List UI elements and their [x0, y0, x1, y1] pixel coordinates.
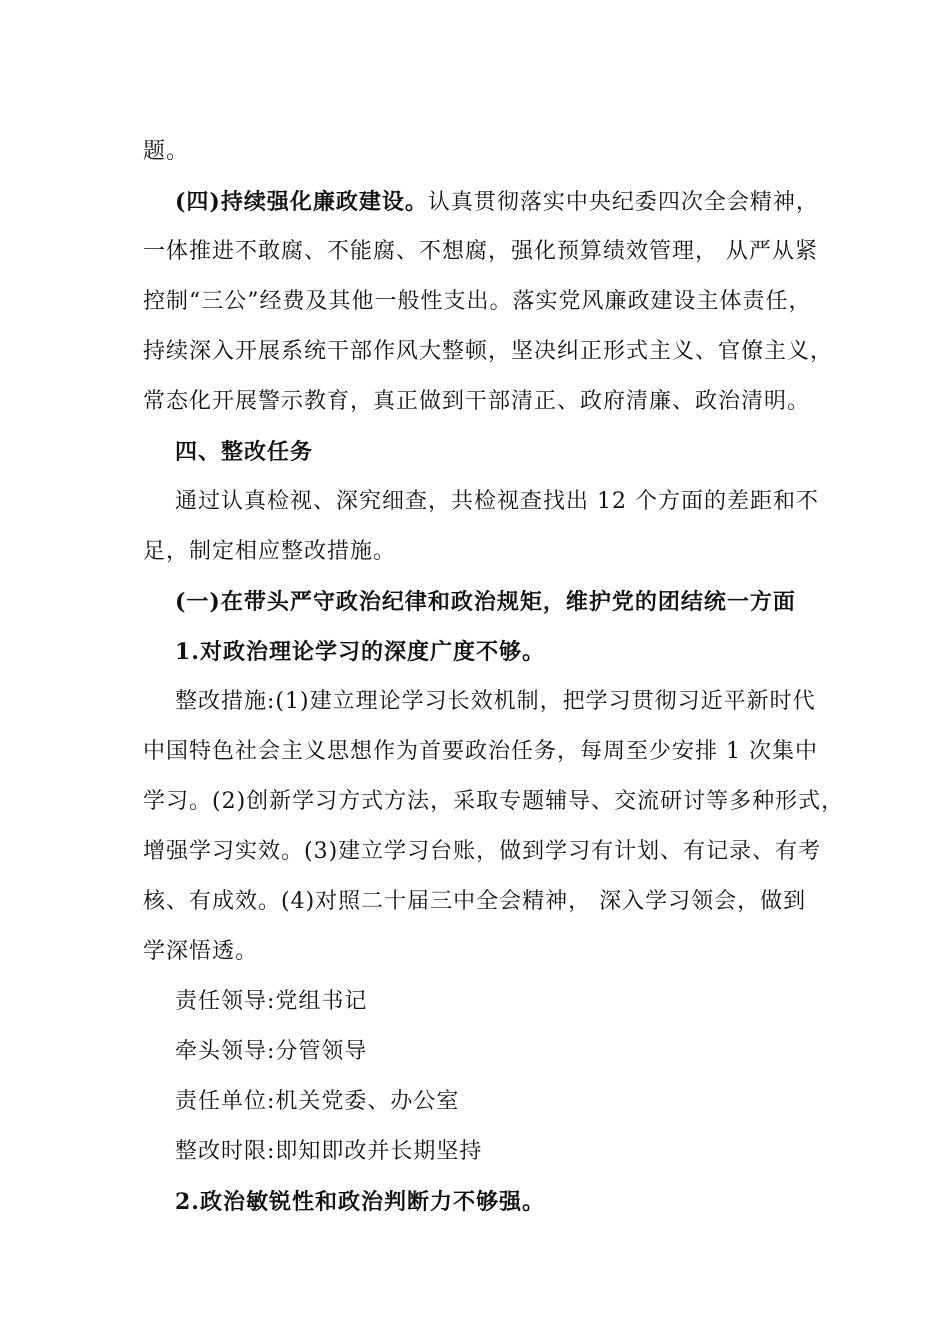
section-heading-inline: (四)持续强化廉政建设。 [175, 189, 428, 215]
paragraph-line: 学深悟透。 [143, 939, 259, 964]
item-heading: 1.对政治理论学习的深度广度不够。 [175, 639, 545, 665]
paragraph-line: 一体推进不敢腐、不能腐、不想腐，强化预算绩效管理， 从严从紧 [143, 239, 818, 264]
paragraph-line: 增强学习实效。(3)建立学习台账，做到学习有计划、有记录、有考 [143, 839, 822, 864]
paragraph-line: 核、有成效。(4)对照二十届三中全会精神， 深入学习领会，做到 [143, 889, 807, 914]
paragraph-line: 控制“三公”经费及其他一般性支出。落实党风廉政建设主体责任， [143, 289, 812, 314]
paragraph-text: 认真贯彻落实中央纪委四次全会精神， [427, 190, 819, 215]
paragraph-line: 中国特色社会主义思想作为首要政治任务，每周至少安排 1 次集中 [143, 739, 818, 764]
section-heading: 四、整改任务 [175, 439, 314, 465]
paragraph-line: 学习。(2)创新学习方式方法，采取专题辅导、交流研讨等多种形式， [143, 789, 845, 814]
responsible-unit: 责任单位:机关党委、办公室 [175, 1089, 460, 1114]
lead-leader: 牵头领导:分管领导 [175, 1039, 368, 1064]
paragraph-line: 足，制定相应整改措施。 [143, 539, 397, 564]
paragraph-line: 通过认真检视、深究细查，共检视查找出 12 个方面的差距和不 [175, 489, 819, 514]
paragraph-line: 题。 [143, 139, 190, 164]
paragraph-line: 常态化开展警示教育，真正做到干部清正、政府清廉、政治清明。 [143, 389, 811, 414]
paragraph-line: 整改措施:(1)建立理论学习长效机制，把学习贯彻习近平新时代 [175, 689, 816, 714]
deadline: 整改时限:即知即改并长期坚持 [175, 1139, 483, 1164]
paragraph-line [175, 187, 819, 218]
responsible-leader: 责任领导:党组书记 [175, 989, 368, 1014]
subsection-heading: (一)在带头严守政治纪律和政治规矩，维护党的团结统一方面 [175, 589, 796, 615]
item-heading: 2.政治敏锐性和政治判断力不够强。 [175, 1189, 545, 1215]
paragraph-line: 持续深入开展系统干部作风大整顿，坚决纠正形式主义、官僚主义， [143, 339, 834, 364]
